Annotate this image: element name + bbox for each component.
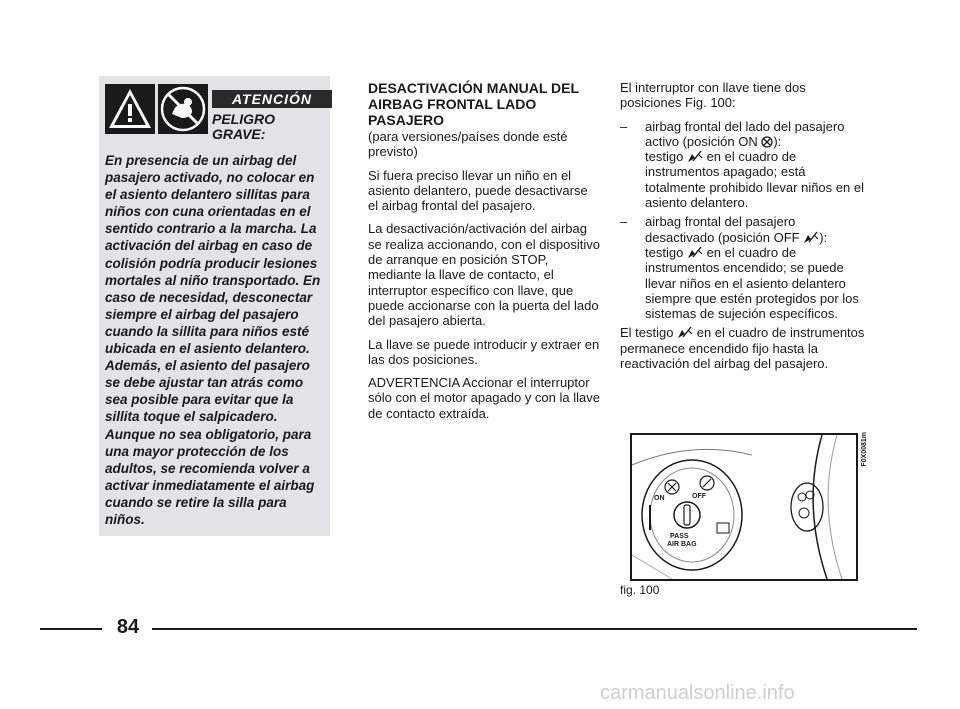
section-title: DESACTIVACIÓN MANUAL DEL AIRBAG FRONTAL LADO PASAJERO — [368, 80, 579, 128]
airbag-off-warning-light-icon — [687, 150, 703, 163]
footer-rule-right — [152, 628, 917, 630]
warning-text: En presencia de un airbag del pasajero activado, no colocar en el asiento delantero sillitas para niños con cuna orientadas en el sentido contrario a la marcha. La activación del airbag en caso de colisión podría producir lesiones mortales al niño transportado. En caso de necesidad, desconectar siempre el airbag del pasajero cuando la sillita para niños esté ubicada en el asiento delantero. Además, el asiento del pasajero se debe ajustar tan atrás como sea posible para evitar que la sillita toque el salpicadero. Aunque no sea obligatorio, para una mayor protección de los adultos, se recomienda volver a activar inmediatamente el airbag cuando se retire la silla para niños. — [105, 153, 321, 527]
figure-label-pass: PASS — [670, 533, 689, 540]
warning-box — [99, 76, 330, 536]
list-item — [620, 214, 865, 321]
paragraph: Si fuera preciso llevar un niño en el asiento delantero, puede desactivarse el airbag frontal del pasajero. — [368, 167, 588, 214]
positions-intro: El interruptor con llave tiene dos posiciones Fig. 100: — [620, 80, 806, 111]
paragraph: La desactivación/activación del airbag se realiza accionando, con el dispositivo de arranque en posición STOP, mediante la llave de contacto, el interruptor específico con llave, que puede accionarse con la puerta del lado del pasajero abierta. — [368, 221, 600, 329]
item-text: testigo — [645, 149, 684, 165]
item-text: en el cuadro de instrumentos encendido; se puede llevar niños en el asiento delantero siempre que estén protegidos por los sistemas de sujeción específicos. — [645, 244, 859, 322]
warning-triangle-icon — [105, 84, 155, 134]
figure-caption: fig. 100 — [620, 583, 660, 597]
figure-label-on: ON — [654, 495, 665, 502]
key-switch-figure — [630, 433, 858, 581]
watermark: carmanualsonline.info — [600, 682, 795, 704]
list-item — [620, 119, 865, 211]
paragraph: La llave se puede introducir y extraer en las dos posiciones. — [368, 336, 600, 367]
attention-banner: ATENCIÓN — [212, 90, 332, 108]
positions-list — [620, 119, 865, 322]
airbag-on-icon — [761, 136, 773, 148]
section-column — [368, 80, 600, 429]
airbag-off-warning-light-icon — [687, 246, 703, 259]
airbag-off-icon — [803, 231, 819, 244]
figure-label-off: OFF — [692, 493, 706, 500]
figure-code: F0X0081m — [861, 432, 868, 467]
page-number: 84 — [116, 616, 140, 638]
figure-label-airbag: AIR BAG — [667, 541, 697, 548]
item-text: airbag frontal del lado del pasajero activo (posición ON — [645, 118, 845, 149]
warning-heading — [212, 112, 324, 142]
warning-header — [105, 84, 324, 144]
outro-text: El testigo — [620, 325, 674, 341]
footer-rule-left — [40, 628, 102, 630]
positions-column — [620, 80, 865, 379]
positions-outro — [620, 325, 865, 371]
item-text: testigo — [645, 244, 684, 260]
paragraph: ADVERTENCIA Accionar el interruptor sólo con el motor apagado y con la llave de contacto extraída. — [368, 375, 600, 421]
warning-heading-text: PELIGRO GRAVE: — [212, 111, 276, 142]
item-text: en el cuadro de instrumentos apagado; está totalmente prohibido llevar niños en el asiento delantero. — [645, 149, 864, 211]
section-subtitle: (para versiones/países donde esté previsto) — [368, 129, 568, 160]
airbag-child-seat-icon — [158, 84, 208, 134]
item-text: ): — [819, 229, 828, 245]
airbag-off-warning-light-icon — [677, 326, 693, 339]
item-text: ): — [773, 133, 782, 149]
outro-text: en el cuadro de instrumentos permanece encendido fijo hasta la reactivación del airbag del pasajero. — [620, 325, 865, 372]
item-text: airbag frontal del pasajero desactivado (posición OFF — [645, 214, 800, 245]
